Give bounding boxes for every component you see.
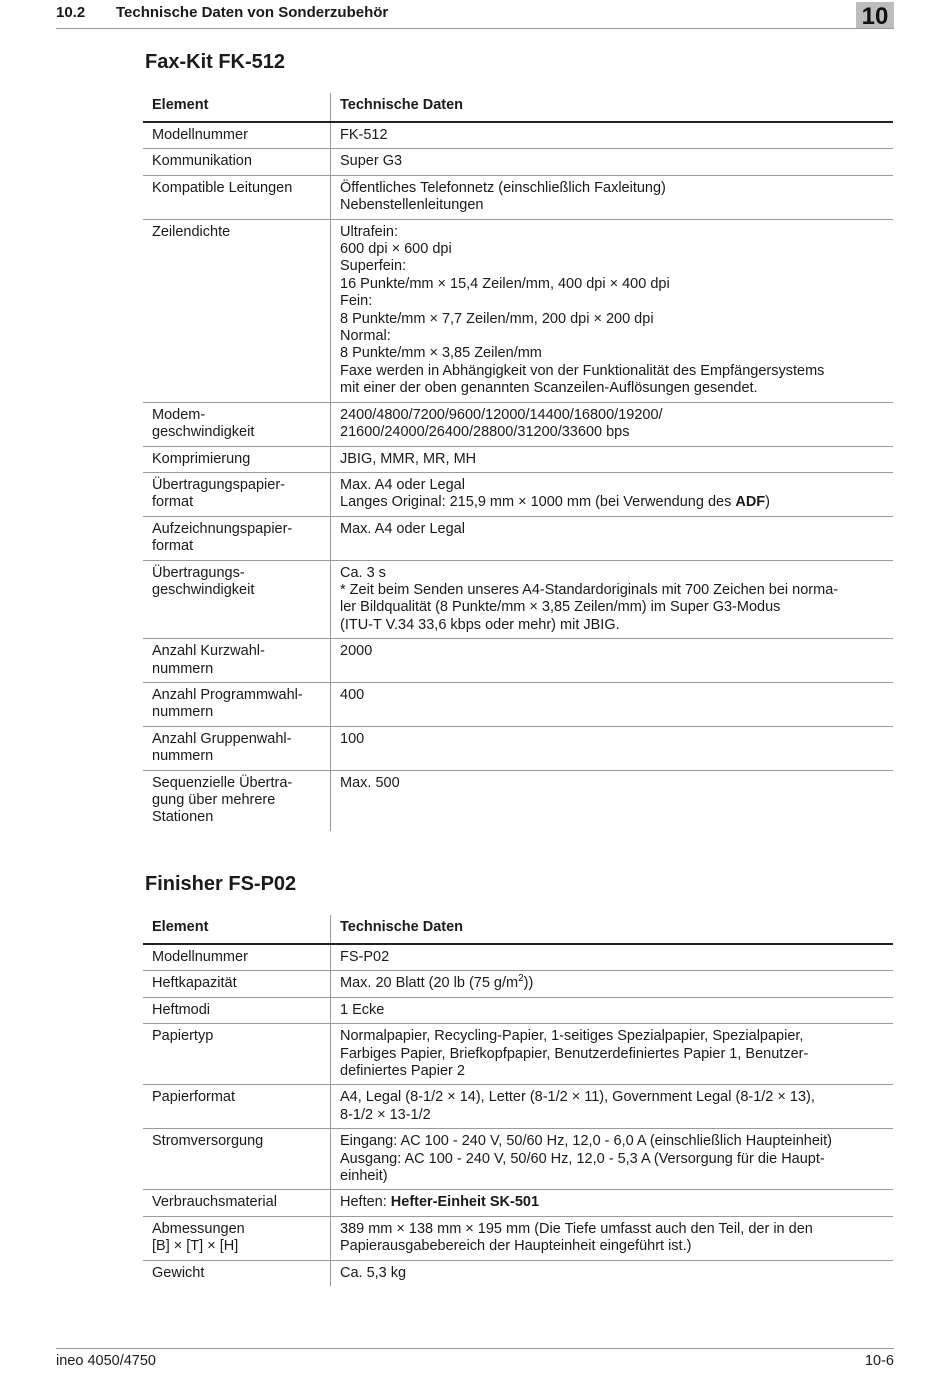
table-row xyxy=(143,639,893,683)
value-line: definiertes Papier 2 xyxy=(340,1063,465,1080)
value-line: Langes Original: 215,9 mm × 1000 mm (bei Verwendung des ADF) xyxy=(340,494,771,511)
row-label xyxy=(143,726,331,770)
column-header-element: Element xyxy=(143,93,331,122)
table-row xyxy=(143,1190,893,1216)
value-line: Heften: Hefter-Einheit SK-501 xyxy=(340,1194,540,1211)
label-line: geschwindigkeit xyxy=(152,424,255,441)
row-label xyxy=(143,1190,331,1216)
page-header xyxy=(56,4,894,29)
value-line: Superfein: xyxy=(340,258,407,275)
value-line: Normal: xyxy=(340,328,391,345)
row-value xyxy=(331,402,894,446)
row-label xyxy=(143,1260,331,1286)
value-line: JBIG, MMR, MR, MH xyxy=(340,450,477,467)
label-line: Anzahl Programmwahl- xyxy=(152,686,303,703)
label-line: Modellnummer xyxy=(152,949,248,965)
value-line: Max. A4 oder Legal xyxy=(340,476,465,493)
table-row xyxy=(143,149,893,175)
fax-kit-spec-table xyxy=(143,93,893,831)
label-line: format xyxy=(152,494,194,511)
value-line: FK-512 xyxy=(340,127,388,143)
row-value xyxy=(331,1260,894,1286)
row-label xyxy=(143,1216,331,1260)
label-line: Aufzeichnungspapier- xyxy=(152,520,293,537)
table-row xyxy=(143,1024,893,1085)
value-line: Faxe werden in Abhängigkeit von der Funktionalität des Empfängersystems xyxy=(340,362,825,379)
page-number: 10-6 xyxy=(864,1353,894,1369)
value-line: Ultrafein: xyxy=(340,223,399,240)
row-value xyxy=(331,446,894,472)
value-line: Normalpapier, Recycling-Papier, 1-seitiges Spezialpapier, Spezialpapier, xyxy=(340,1028,804,1045)
column-header-data: Technische Daten xyxy=(331,93,894,122)
column-header-element: Element xyxy=(143,915,331,944)
value-line: 8-1/2 × 13-1/2 xyxy=(340,1106,431,1123)
value-line: Max. 500 xyxy=(340,774,400,791)
value-line: Max. A4 oder Legal xyxy=(340,520,465,537)
label-line: Sequenzielle Übertra- xyxy=(152,774,293,791)
table-row xyxy=(143,1085,893,1129)
value-line: mit einer der oben genannten Scanzeilen-Auflösungen gesendet. xyxy=(340,380,758,397)
row-value xyxy=(331,1216,894,1260)
row-label xyxy=(143,446,331,472)
value-line: (ITU-T V.34 33,6 kbps oder mehr) mit JBIG. xyxy=(340,616,620,633)
table-row xyxy=(143,219,893,402)
value-line: Eingang: AC 100 - 240 V, 50/60 Hz, 12,0 - 6,0 A (einschließlich Haupteinheit) xyxy=(340,1133,832,1150)
label-line: [B] × [T] × [H] xyxy=(152,1238,239,1255)
row-value xyxy=(331,1085,894,1129)
value-line: 1 Ecke xyxy=(340,1001,385,1018)
row-label xyxy=(143,402,331,446)
value-line: Farbiges Papier, Briefkopfpapier, Benutzerdefiniertes Papier 1, Benutzer- xyxy=(340,1045,809,1062)
row-value xyxy=(331,175,894,219)
row-value xyxy=(331,516,894,560)
row-value xyxy=(331,122,894,149)
table-row xyxy=(143,1216,893,1260)
table-row xyxy=(143,971,893,997)
value-line: 8 Punkte/mm × 7,7 Zeilen/mm, 200 dpi × 200 dpi xyxy=(340,310,654,327)
chapter-badge: 10 xyxy=(856,2,894,28)
row-label xyxy=(143,149,331,175)
label-line: nummern xyxy=(152,748,214,765)
row-label xyxy=(143,1024,331,1085)
value-line: Nebenstellenleitungen xyxy=(340,197,484,214)
row-label xyxy=(143,122,331,149)
value-line: Ca. 5,3 kg xyxy=(340,1264,407,1281)
column-header-data: Technische Daten xyxy=(331,915,894,944)
table-row xyxy=(143,472,893,516)
table-row xyxy=(143,770,893,831)
table-header-row xyxy=(143,915,893,944)
table-row xyxy=(143,122,893,149)
row-label xyxy=(143,472,331,516)
value-line: 600 dpi × 600 dpi xyxy=(340,241,452,258)
value-line: Super G3 xyxy=(340,153,403,170)
row-value xyxy=(331,472,894,516)
value-line: einheit) xyxy=(340,1168,388,1185)
row-label xyxy=(143,971,331,997)
row-value xyxy=(331,219,894,402)
label-line: Kommunikation xyxy=(152,153,252,170)
finisher-spec-table xyxy=(143,915,893,1286)
table-header-row xyxy=(143,93,893,122)
label-line: Anzahl Kurzwahl- xyxy=(152,643,265,660)
section-number: 10.2 xyxy=(56,4,86,21)
row-value xyxy=(331,971,894,997)
label-line: Modellnummer xyxy=(152,127,248,143)
row-label xyxy=(143,175,331,219)
label-line: gung über mehrere xyxy=(152,792,276,808)
table-row xyxy=(143,944,893,971)
finisher-title: Finisher FS-P02 xyxy=(145,873,297,895)
row-label xyxy=(143,1085,331,1129)
value-line: 400 xyxy=(340,686,365,703)
table-row xyxy=(143,1260,893,1286)
row-value xyxy=(331,1024,894,1085)
row-label xyxy=(143,997,331,1023)
value-line: 100 xyxy=(340,730,365,747)
label-line: Papierformat xyxy=(152,1089,236,1106)
row-value xyxy=(331,639,894,683)
table-row xyxy=(143,402,893,446)
product-name: ineo 4050/4750 xyxy=(56,1353,156,1369)
value-line: 16 Punkte/mm × 15,4 Zeilen/mm, 400 dpi × 400 dpi xyxy=(340,275,670,292)
label-line: Übertragungspapier- xyxy=(152,476,285,493)
value-line: A4, Legal (8-1/2 × 14), Letter (8-1/2 × 11), Government Legal (8-1/2 × 13), xyxy=(340,1089,815,1106)
label-line: Verbrauchsmaterial xyxy=(152,1194,277,1211)
value-line: Ca. 3 s xyxy=(340,564,386,581)
value-line: 8 Punkte/mm × 3,85 Zeilen/mm xyxy=(340,345,542,362)
label-line: Übertragungs- xyxy=(152,564,245,581)
label-line: Komprimierung xyxy=(152,450,251,467)
value-line: 389 mm × 138 mm × 195 mm (Die Tiefe umfasst auch den Teil, der in den xyxy=(340,1220,813,1237)
value-line: * Zeit beim Senden unseres A4-Standardoriginals mit 700 Zeichen bei norma- xyxy=(340,581,839,598)
label-line: Heftkapazität xyxy=(152,975,237,992)
row-label xyxy=(143,560,331,639)
table-row xyxy=(143,682,893,726)
table-row xyxy=(143,726,893,770)
row-value xyxy=(331,1190,894,1216)
table-row xyxy=(143,175,893,219)
value-line: Öffentliches Telefonnetz (einschließlich Faxleitung) xyxy=(340,179,666,196)
row-value xyxy=(331,944,894,971)
label-line: Anzahl Gruppenwahl- xyxy=(152,730,292,747)
row-value xyxy=(331,682,894,726)
label-line: Gewicht xyxy=(152,1264,205,1281)
fax-kit-title: Fax-Kit FK-512 xyxy=(145,51,286,73)
table-row xyxy=(143,446,893,472)
label-line: Heftmodi xyxy=(152,1001,211,1018)
label-line: nummern xyxy=(152,660,214,677)
value-line: 2000 xyxy=(340,643,373,660)
row-value xyxy=(331,149,894,175)
page-footer xyxy=(56,1348,894,1369)
row-value xyxy=(331,1129,894,1190)
label-line: nummern xyxy=(152,704,214,721)
table-row xyxy=(143,1129,893,1190)
label-line: Kompatible Leitungen xyxy=(152,179,293,196)
row-label xyxy=(143,1129,331,1190)
value-line: 21600/24000/26400/28800/31200/33600 bps xyxy=(340,424,630,441)
label-line: Abmessungen xyxy=(152,1220,245,1237)
value-line: FS-P02 xyxy=(340,949,390,965)
table-row xyxy=(143,516,893,560)
row-label xyxy=(143,639,331,683)
table-row xyxy=(143,997,893,1023)
label-line: Modem- xyxy=(152,406,206,423)
row-label xyxy=(143,944,331,971)
value-line: Ausgang: AC 100 - 240 V, 50/60 Hz, 12,0 - 5,3 A (Versorgung für die Haupt- xyxy=(340,1150,825,1167)
label-line: Zeilendichte xyxy=(152,223,231,240)
label-line: Stromversorgung xyxy=(152,1133,264,1150)
row-label xyxy=(143,219,331,402)
value-line: Papierausgabebereich der Haupteinheit eingeführt ist.) xyxy=(340,1238,692,1255)
label-line: geschwindigkeit xyxy=(152,581,255,598)
value-line: Max. 20 Blatt (20 lb (75 $g/m^2$)) xyxy=(340,973,534,992)
value-line: Fein: xyxy=(340,293,373,310)
row-label xyxy=(143,516,331,560)
label-line: format xyxy=(152,538,194,555)
section-title: Technische Daten von Sonderzubehör xyxy=(116,4,389,21)
row-label xyxy=(143,682,331,726)
label-line: Papiertyp xyxy=(152,1028,214,1045)
label-line: Stationen xyxy=(152,809,214,826)
row-value xyxy=(331,560,894,639)
row-label xyxy=(143,770,331,831)
row-value xyxy=(331,997,894,1023)
value-line: 2400/4800/7200/9600/12000/14400/16800/19200/ xyxy=(340,406,663,423)
row-value xyxy=(331,726,894,770)
value-line: ler Bildqualität (8 Punkte/mm × 3,85 Zeilen/mm) im Super G3-Modus xyxy=(340,599,781,616)
table-row xyxy=(143,560,893,639)
row-value xyxy=(331,770,894,831)
